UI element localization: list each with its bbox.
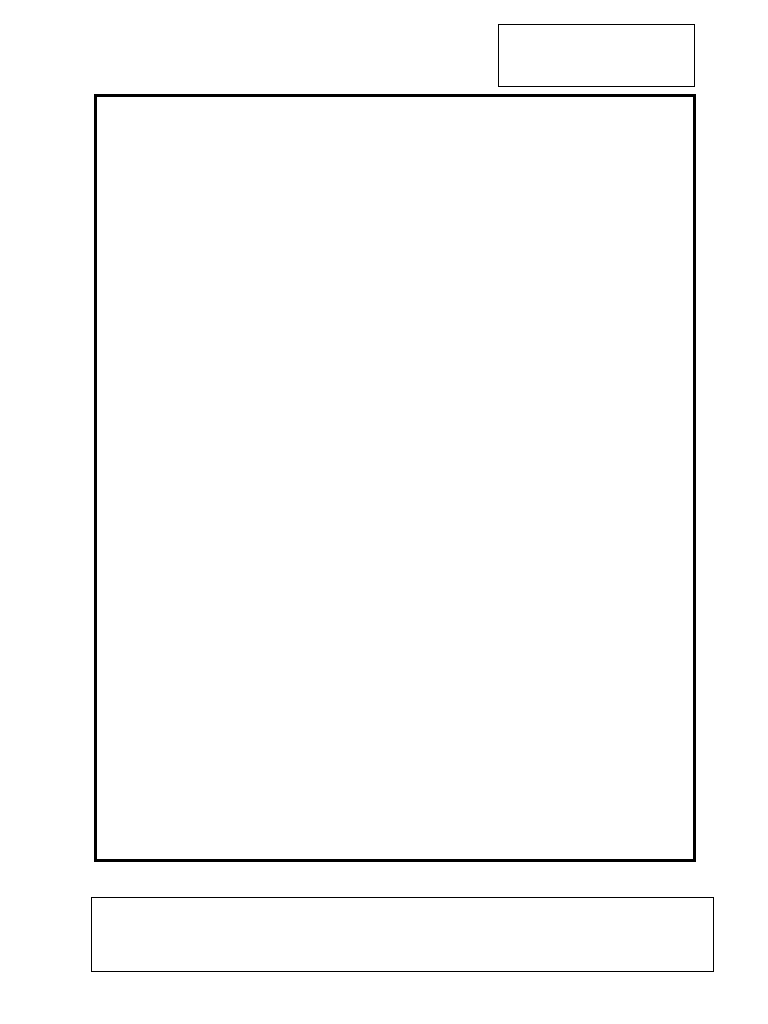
- name-date-box: [498, 24, 695, 87]
- instructions-box: [91, 897, 714, 972]
- worksheet-table: [94, 94, 696, 862]
